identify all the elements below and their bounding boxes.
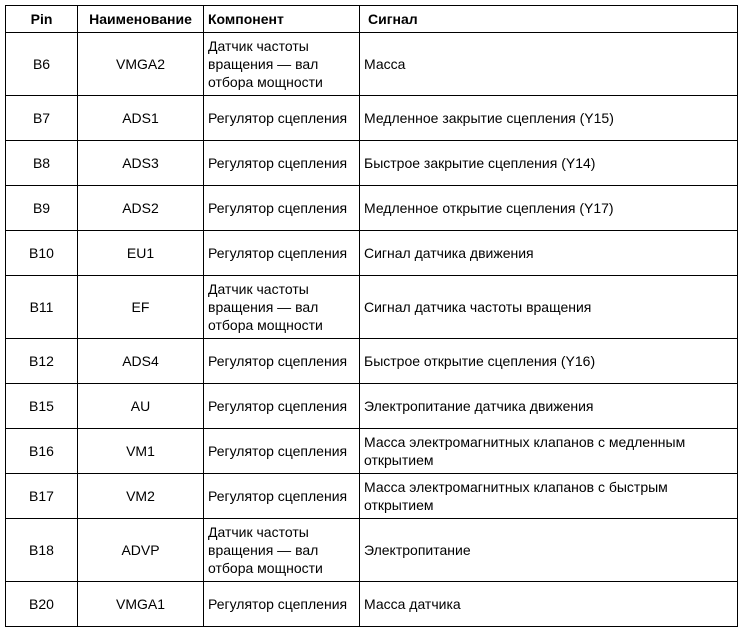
cell-signal: Сигнал датчика движения: [360, 231, 738, 276]
header-pin: Pin: [6, 6, 78, 33]
table-row: [6, 339, 738, 384]
cell-pin: B9: [6, 186, 78, 231]
cell-name: EF: [78, 276, 204, 339]
table-row: [6, 186, 738, 231]
header-component: Компонент: [204, 6, 360, 33]
cell-pin: B12: [6, 339, 78, 384]
cell-signal: Быстрое открытие сцепления (Y16): [360, 339, 738, 384]
cell-pin: B6: [6, 33, 78, 96]
cell-component: Датчик частоты вращения — вал отбора мощности: [204, 276, 360, 339]
cell-pin: B7: [6, 96, 78, 141]
cell-name: VMGA1: [78, 582, 204, 627]
cell-component: Регулятор сцепления: [204, 474, 360, 519]
header-signal: Сигнал: [360, 6, 738, 33]
cell-component: Регулятор сцепления: [204, 582, 360, 627]
cell-name: VM1: [78, 429, 204, 474]
cell-component: Регулятор сцепления: [204, 429, 360, 474]
cell-name: VM2: [78, 474, 204, 519]
header-name: Наименование: [78, 6, 204, 33]
cell-pin: B17: [6, 474, 78, 519]
cell-signal: Масса электромагнитных клапанов с медленным открытием: [360, 429, 738, 474]
cell-component: Регулятор сцепления: [204, 231, 360, 276]
cell-pin: B20: [6, 582, 78, 627]
table-row: [6, 474, 738, 519]
cell-pin: B15: [6, 384, 78, 429]
cell-component: Регулятор сцепления: [204, 96, 360, 141]
cell-name: EU1: [78, 231, 204, 276]
cell-name: ADS1: [78, 96, 204, 141]
table-header-row: [6, 6, 738, 33]
cell-component: Регулятор сцепления: [204, 339, 360, 384]
table-row: [6, 96, 738, 141]
cell-signal: Медленное открытие сцепления (Y17): [360, 186, 738, 231]
cell-pin: B10: [6, 231, 78, 276]
cell-signal: Масса датчика: [360, 582, 738, 627]
cell-component: Регулятор сцепления: [204, 186, 360, 231]
cell-signal: Электропитание датчика движения: [360, 384, 738, 429]
cell-signal: Масса электромагнитных клапанов с быстрым открытием: [360, 474, 738, 519]
table-row: [6, 519, 738, 582]
table-row: [6, 231, 738, 276]
cell-name: AU: [78, 384, 204, 429]
table-row: [6, 141, 738, 186]
cell-component: Датчик частоты вращения — вал отбора мощности: [204, 519, 360, 582]
cell-signal: Масса: [360, 33, 738, 96]
cell-pin: B18: [6, 519, 78, 582]
table-row: [6, 582, 738, 627]
table-row: [6, 429, 738, 474]
cell-name: ADS2: [78, 186, 204, 231]
cell-name: ADS3: [78, 141, 204, 186]
cell-component: Регулятор сцепления: [204, 384, 360, 429]
cell-signal: Медленное закрытие сцепления (Y15): [360, 96, 738, 141]
cell-component: Регулятор сцепления: [204, 141, 360, 186]
table-row: [6, 384, 738, 429]
cell-signal: Электропитание: [360, 519, 738, 582]
pin-table: [5, 5, 738, 627]
table-row: [6, 276, 738, 339]
cell-signal: Быстрое закрытие сцепления (Y14): [360, 141, 738, 186]
cell-signal: Сигнал датчика частоты вращения: [360, 276, 738, 339]
cell-pin: B16: [6, 429, 78, 474]
cell-name: ADVP: [78, 519, 204, 582]
cell-pin: B11: [6, 276, 78, 339]
cell-name: VMGA2: [78, 33, 204, 96]
cell-component: Датчик частоты вращения — вал отбора мощности: [204, 33, 360, 96]
table-row: [6, 33, 738, 96]
cell-name: ADS4: [78, 339, 204, 384]
cell-pin: B8: [6, 141, 78, 186]
